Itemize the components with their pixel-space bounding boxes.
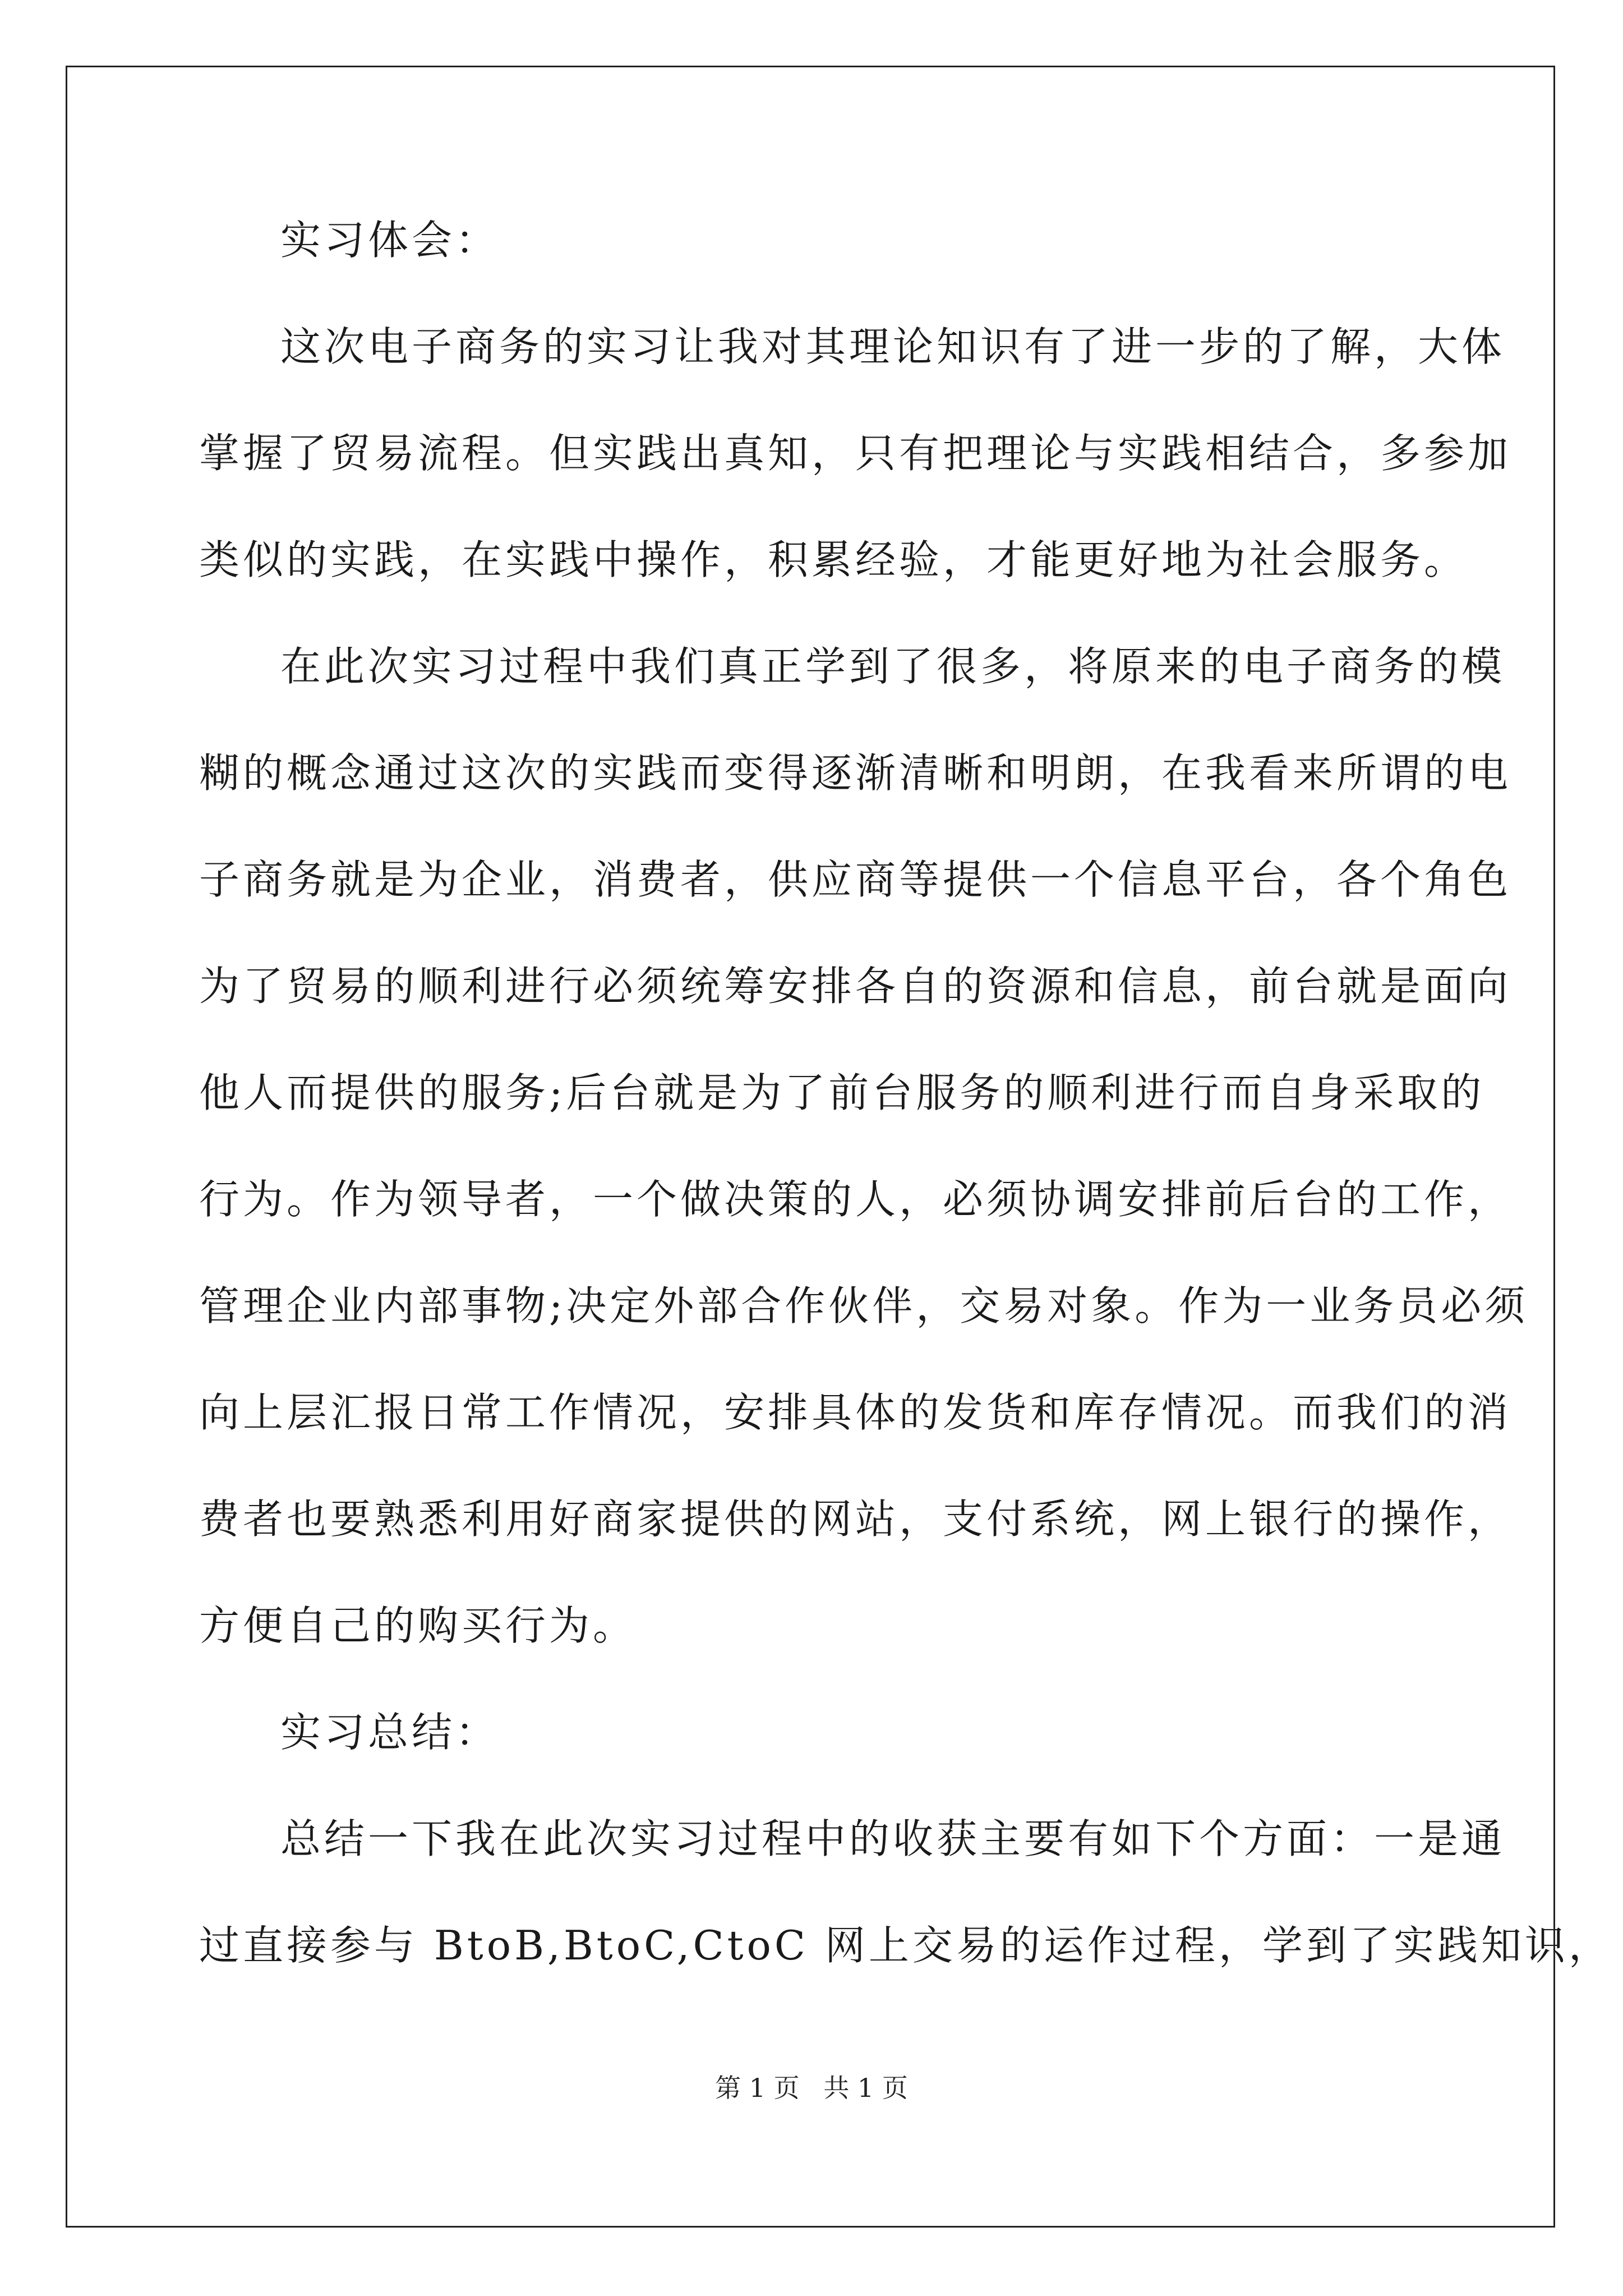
paragraph-line: 总结一下我在此次实习过程中的收获主要有如下个方面：一是通 bbox=[280, 1815, 1506, 1862]
paragraph-line: 类似的实践，在实践中操作，积累经验，才能更好地为社会服务。 bbox=[199, 536, 1468, 583]
paragraph-line: 这次电子商务的实习让我对其理论知识有了进一步的了解，大体 bbox=[280, 323, 1506, 370]
heading-internship-experience: 实习体会： bbox=[280, 217, 500, 264]
paragraph-line: 子商务就是为企业，消费者，供应商等提供一个信息平台，各个角色 bbox=[199, 856, 1512, 903]
paragraph-line: 他人而提供的服务;后台就是为了前台服务的顺利进行而自身采取的 bbox=[199, 1069, 1485, 1116]
paragraph-line: 方便自己的购买行为。 bbox=[199, 1602, 637, 1649]
page-footer bbox=[0, 2071, 1623, 2105]
paragraph-line: 费者也要熟悉利用好商家提供的网站，支付系统，网上银行的操作， bbox=[199, 1496, 1512, 1543]
paragraph-line: 掌握了贸易流程。但实践出真知，只有把理论与实践相结合，多参加 bbox=[199, 430, 1512, 477]
paragraph-line: 向上层汇报日常工作情况，安排具体的发货和库存情况。而我们的消 bbox=[199, 1389, 1512, 1436]
page-border bbox=[66, 66, 1612, 2228]
paragraph-line: 行为。作为领导者，一个做决策的人，必须协调安排前后台的工作， bbox=[199, 1176, 1512, 1223]
page-total: 共 1 页 bbox=[823, 2073, 908, 2103]
paragraph-line: 管理企业内部事物;决定外部合作伙伴，交易对象。作为一业务员必须 bbox=[199, 1282, 1529, 1329]
paragraph-line: 为了贸易的顺利进行必须统筹安排各自的资源和信息，前台就是面向 bbox=[199, 963, 1512, 1010]
page-number: 第 1 页 bbox=[715, 2073, 800, 2103]
heading-internship-summary: 实习总结： bbox=[280, 1709, 500, 1756]
paragraph-line: 糊的概念通过这次的实践而变得逐渐清晰和明朗，在我看来所谓的电 bbox=[199, 749, 1512, 797]
paragraph-line: 过直接参与 BtoB,BtoC,CtoC 网上交易的运作过程，学到了实践知识， bbox=[199, 1922, 1612, 1969]
paragraph-line: 在此次实习过程中我们真正学到了很多，将原来的电子商务的模 bbox=[280, 643, 1506, 690]
